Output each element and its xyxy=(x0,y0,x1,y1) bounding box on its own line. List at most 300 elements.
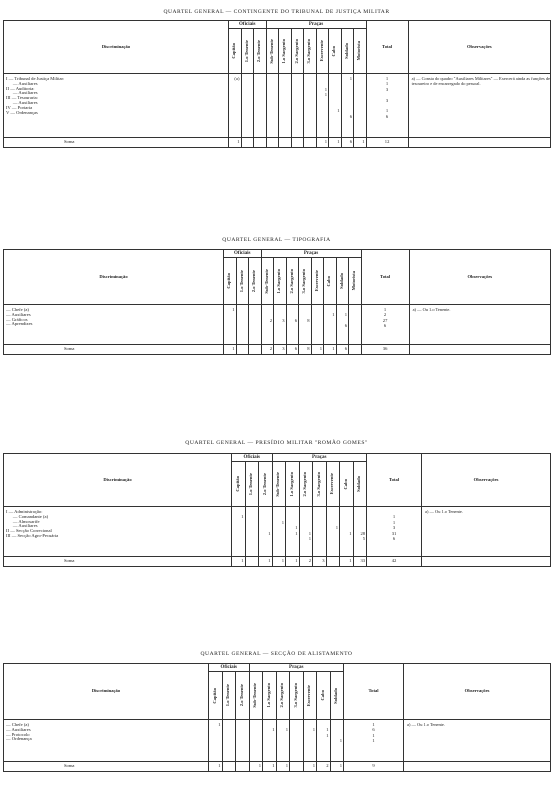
cell-value: 6 xyxy=(294,317,297,323)
soma-cell xyxy=(291,138,304,148)
rank-label: Capitão xyxy=(234,476,240,492)
header-rank xyxy=(313,462,327,507)
soma-cell: 1 xyxy=(276,762,290,772)
header-rank xyxy=(209,672,223,720)
cell-value xyxy=(249,324,260,329)
rank-label: 3.o Sargento xyxy=(292,683,298,708)
cell-value xyxy=(317,739,329,744)
soma-cell xyxy=(236,345,249,355)
soma-text: Soma xyxy=(64,139,75,145)
row-total: 6 xyxy=(372,727,375,733)
row-label: — Auxiliares xyxy=(6,90,38,96)
header-rank xyxy=(249,258,262,305)
rank-column xyxy=(324,305,337,345)
cell-value: 1 xyxy=(326,732,329,738)
row-label: — Gráficos xyxy=(6,316,28,322)
cell-value xyxy=(304,739,316,744)
header-rank xyxy=(354,29,367,74)
rank-column xyxy=(303,720,317,762)
rank-label: Soldado xyxy=(333,687,339,704)
rank-column xyxy=(259,507,273,557)
cell-value xyxy=(340,537,352,542)
header-rank xyxy=(261,258,274,305)
header-rank xyxy=(290,672,304,720)
cell-value: 5 xyxy=(362,535,366,541)
soma-cell: 1 xyxy=(311,345,324,355)
rank-column xyxy=(224,305,237,345)
rank-label: Cabo xyxy=(342,478,348,490)
rank-label: Escrevente xyxy=(329,473,335,495)
rank-label: Sub-Tenente xyxy=(275,471,281,497)
header-total: Total xyxy=(361,250,409,305)
header-observacoes: Observações xyxy=(409,250,551,305)
cell-value xyxy=(267,115,278,120)
cell-value xyxy=(312,324,323,329)
header-rank xyxy=(236,672,250,720)
rank-column xyxy=(299,305,312,345)
rank-column xyxy=(229,74,242,138)
rank-column xyxy=(354,74,367,138)
header-rank xyxy=(311,258,324,305)
section-title: QUARTEL GENERAL — PRESÍDIO MILITAR "ROMÃO GOMES" xyxy=(185,440,368,446)
staff-table xyxy=(3,20,551,148)
rank-column xyxy=(241,74,254,138)
observation-note: a) — Ou 1.o Tenente. xyxy=(422,507,551,557)
rank-label: Capitão xyxy=(231,43,237,59)
row-total: 6 xyxy=(383,323,387,329)
cell-value xyxy=(246,537,258,542)
cell-value xyxy=(237,324,248,329)
soma-cell: 1 xyxy=(286,557,300,567)
rank-column xyxy=(336,305,349,345)
soma-cell: 6 xyxy=(336,345,349,355)
rank-column xyxy=(254,74,267,138)
soma-cell: 2 xyxy=(317,762,331,772)
cell-value: 8 xyxy=(307,317,310,323)
rank-column xyxy=(340,507,354,557)
row-total: 6 xyxy=(385,113,389,119)
rank-column xyxy=(266,74,279,138)
soma-cell xyxy=(236,762,250,772)
soma-cell: 1 xyxy=(263,762,277,772)
cell-value xyxy=(277,739,289,744)
soma-cell xyxy=(304,138,317,148)
row-label: — Protocolo xyxy=(6,731,30,737)
section-title: QUARTEL GENERAL — TIPOGRAFIA xyxy=(222,237,331,243)
rank-column xyxy=(276,720,290,762)
header-discriminacao: Discriminação xyxy=(4,21,229,74)
header-rank xyxy=(316,29,329,74)
rank-label: 2.o Sargento xyxy=(288,268,294,294)
row-total: 1 xyxy=(372,738,375,744)
cell-value xyxy=(254,115,265,120)
soma-text: Soma xyxy=(64,763,75,769)
cell-value: 1 xyxy=(332,312,335,318)
header-rank xyxy=(291,29,304,74)
header-oficiais: Oficiais xyxy=(232,454,273,462)
rank-label: 1.o Sargento xyxy=(288,471,294,497)
cell-value xyxy=(262,324,273,329)
rank-column xyxy=(232,507,246,557)
rank-label: 1.o Sargento xyxy=(276,268,282,294)
rank-column xyxy=(316,74,329,138)
cell-value xyxy=(209,739,221,744)
rank-column xyxy=(286,305,299,345)
rank-column xyxy=(349,305,362,345)
total-column xyxy=(344,720,404,762)
header-rank xyxy=(349,258,362,305)
soma-cell xyxy=(241,138,254,148)
soma-cell: 1 xyxy=(316,138,329,148)
header-rank xyxy=(326,462,340,507)
rank-column xyxy=(299,507,313,557)
header-discriminacao: Discriminação xyxy=(4,454,232,507)
row-label: II — Secção Correcional xyxy=(6,528,52,534)
cell-value xyxy=(263,739,275,744)
row-label: — Auxiliares xyxy=(6,100,38,106)
rank-label: 2.o Sargento xyxy=(279,683,285,708)
header-rank xyxy=(254,29,267,74)
row-labels xyxy=(4,507,232,557)
staff-table xyxy=(3,453,551,567)
rank-label: Escrevente xyxy=(306,684,312,707)
header-rank xyxy=(286,462,300,507)
header-rank xyxy=(317,672,331,720)
soma-label xyxy=(4,762,209,772)
cell-value: 1 xyxy=(232,307,235,312)
cell-value xyxy=(232,537,244,542)
soma-cell: 6 xyxy=(341,138,354,148)
row-label: — Aprendizes xyxy=(6,321,33,327)
rank-label: Soldado xyxy=(356,476,362,492)
soma-text: Soma xyxy=(64,346,75,352)
rank-label: 1.o Tenente xyxy=(238,269,244,293)
soma-cell: 1 xyxy=(259,557,273,567)
rank-label: Cabo xyxy=(331,45,337,57)
header-observacoes: Observações xyxy=(422,454,551,507)
cell-value xyxy=(329,115,340,120)
rank-column xyxy=(353,507,367,557)
header-rank xyxy=(276,672,290,720)
header-rank xyxy=(245,462,259,507)
soma-obs-empty xyxy=(404,762,551,772)
rank-column xyxy=(311,305,324,345)
cell-value: 1 xyxy=(272,727,275,733)
cell-value: 2 xyxy=(269,317,272,323)
cell-value: 1 xyxy=(218,722,221,727)
cell-value xyxy=(349,324,360,329)
soma-label xyxy=(4,345,224,355)
header-rank xyxy=(272,462,286,507)
total-column xyxy=(367,507,422,557)
soma-cell: 1 xyxy=(224,345,237,355)
cell-value: 3 xyxy=(282,317,285,323)
rank-column xyxy=(261,305,274,345)
row-label: — Auxiliares xyxy=(6,523,38,529)
rank-column xyxy=(222,720,236,762)
cell-value: 28 xyxy=(360,530,366,536)
header-total: Total xyxy=(366,21,408,74)
cell-value: 1 xyxy=(344,312,347,318)
header-rank xyxy=(299,258,312,305)
header-rank xyxy=(229,29,242,74)
rank-label: 1.o Tenente xyxy=(248,472,254,496)
total-column xyxy=(361,305,409,345)
row-label: II — Auditoria: xyxy=(6,85,35,91)
soma-obs-empty xyxy=(422,557,551,567)
row-total: 31 xyxy=(391,530,397,536)
header-total: Total xyxy=(367,454,422,507)
header-rank xyxy=(274,258,287,305)
cell-value: 1 xyxy=(295,525,298,531)
row-total: 1 xyxy=(383,307,387,312)
header-rank xyxy=(263,672,277,720)
row-labels xyxy=(4,305,224,345)
soma-cell: 6 xyxy=(286,345,299,355)
row-label: — Chefe (a) xyxy=(6,307,29,312)
soma-cell: 1 xyxy=(249,762,263,772)
cell-value: (a) xyxy=(234,76,240,81)
soma-cell: 1 xyxy=(329,138,342,148)
cell-value: 1 xyxy=(285,727,288,733)
soma-cell: 1 xyxy=(209,762,223,772)
soma-cell xyxy=(254,138,267,148)
rank-label: Capitão xyxy=(226,273,232,289)
cell-value xyxy=(229,115,240,120)
soma-cell xyxy=(290,762,304,772)
header-rank xyxy=(340,462,354,507)
rank-column xyxy=(274,305,287,345)
rank-column xyxy=(263,720,277,762)
cell-value: 1 xyxy=(349,530,352,536)
rank-column xyxy=(209,720,223,762)
row-total: 27 xyxy=(382,317,388,323)
soma-text: Soma xyxy=(64,558,75,564)
row-label: I — Administração: xyxy=(6,509,43,514)
soma-cell: 2 xyxy=(261,345,274,355)
row-labels xyxy=(4,74,229,138)
rank-label: Sub-Tenente xyxy=(263,268,269,294)
cell-value xyxy=(317,115,328,120)
cell-value xyxy=(290,739,302,744)
rank-column xyxy=(236,720,250,762)
row-total: 1 xyxy=(392,519,396,525)
rank-column xyxy=(341,74,354,138)
soma-cell: 1 xyxy=(324,345,337,355)
cell-value xyxy=(324,324,335,329)
rank-label: Soldado xyxy=(343,43,349,59)
rank-label: 2.o Sargento xyxy=(302,471,308,497)
soma-cell: 1 xyxy=(232,557,246,567)
row-total: 2 xyxy=(383,312,387,318)
soma-cell: 1 xyxy=(229,138,242,148)
soma-cell xyxy=(349,345,362,355)
header-rank xyxy=(286,258,299,305)
cell-value xyxy=(236,739,248,744)
soma-total: 42 xyxy=(367,557,422,567)
soma-cell xyxy=(222,762,236,772)
cell-value xyxy=(279,115,290,120)
cell-value xyxy=(224,324,235,329)
cell-value xyxy=(286,537,298,542)
rank-column xyxy=(317,720,331,762)
row-total: 1 xyxy=(372,732,375,738)
row-total: 3 xyxy=(392,525,396,531)
row-total: 3 xyxy=(385,97,389,103)
rank-label: 3.o Sargento xyxy=(301,268,307,294)
observation-note: a) — Ou 1.o Tenente. xyxy=(409,305,551,345)
rank-column xyxy=(329,74,342,138)
rank-label: 1.o Sargento xyxy=(265,683,271,708)
rank-label: Soldado xyxy=(338,273,344,289)
cell-value: 1 xyxy=(295,530,298,536)
header-rank xyxy=(341,29,354,74)
header-rank xyxy=(224,258,237,305)
rank-column xyxy=(245,507,259,557)
soma-obs-empty xyxy=(408,138,551,148)
rank-label: 3.o Sargento xyxy=(315,471,321,497)
soma-cell xyxy=(279,138,292,148)
cell-value: 1 xyxy=(337,108,340,114)
soma-cell: 3 xyxy=(274,345,287,355)
cell-value xyxy=(273,537,285,542)
header-rank xyxy=(336,258,349,305)
header-rank xyxy=(279,29,292,74)
header-pracas: Praças xyxy=(261,250,361,258)
row-label: — Auxiliares xyxy=(6,726,31,732)
rank-column xyxy=(286,507,300,557)
row-label: III — Tesouraria: xyxy=(6,95,38,101)
header-rank xyxy=(329,29,342,74)
rank-label: Capitão xyxy=(211,687,217,704)
soma-cell: 8 xyxy=(299,345,312,355)
cell-value: 1 xyxy=(308,530,311,536)
cell-value xyxy=(299,324,310,329)
header-rank xyxy=(324,258,337,305)
cell-value: 1 xyxy=(339,738,343,744)
row-total: 1 xyxy=(385,76,389,81)
row-total: 1 xyxy=(392,514,396,520)
soma-cell xyxy=(245,557,259,567)
cell-value xyxy=(223,739,235,744)
rank-label: Sub-Tenente xyxy=(268,38,274,64)
cell-value: 1 xyxy=(335,525,338,531)
header-rank xyxy=(299,462,313,507)
row-label: — Comandante (a) xyxy=(6,513,49,519)
row-label: V — Ordenanças xyxy=(6,109,38,115)
rank-label: Cabo xyxy=(326,275,332,287)
row-label: — Almoxarife xyxy=(6,518,40,524)
soma-cell xyxy=(266,138,279,148)
soma-cell: 1 xyxy=(272,557,286,567)
rank-column xyxy=(249,305,262,345)
soma-label xyxy=(4,138,229,148)
cell-value: 1 xyxy=(312,727,315,733)
soma-cell: 1 xyxy=(303,762,317,772)
cell-value xyxy=(304,115,315,120)
soma-cell: 2 xyxy=(299,557,313,567)
soma-cell: 3 xyxy=(313,557,327,567)
rank-column xyxy=(279,74,292,138)
cell-value: 1 xyxy=(324,86,327,92)
rank-label: Motorista xyxy=(356,41,362,61)
rank-column xyxy=(272,507,286,557)
soma-cell: 1 xyxy=(340,557,354,567)
cell-value: 1 xyxy=(324,92,327,98)
row-total: 1 xyxy=(385,108,389,114)
rank-label: 2.o Tenente xyxy=(251,269,257,293)
rank-label: Sub-Tenente xyxy=(252,683,258,708)
header-rank xyxy=(236,258,249,305)
row-total: 1 xyxy=(385,81,389,87)
rank-label: Cabo xyxy=(319,690,325,701)
row-label: I — Tribunal de Justiça Militar: xyxy=(6,76,65,81)
soma-label xyxy=(4,557,232,567)
rank-label: Escrevente xyxy=(318,40,324,62)
staff-table xyxy=(3,663,551,772)
cell-value xyxy=(354,115,365,120)
rank-column xyxy=(249,720,263,762)
header-rank xyxy=(266,29,279,74)
rank-label: 2.o Tenente xyxy=(256,39,262,63)
cell-value xyxy=(250,739,262,744)
header-pracas: Praças xyxy=(266,21,366,29)
observation-note: a) — Consta do quadro "Auxiliares Militares" — Exercerá ainda as funções de tesoureiro e de encarregado do pessoal. xyxy=(408,74,551,138)
row-label: III — Secção Agro-Pecuária xyxy=(6,533,59,539)
rank-label: 2.o Tenente xyxy=(238,684,244,707)
soma-cell xyxy=(326,557,340,567)
cell-value: 6 xyxy=(344,323,347,329)
soma-cell: 33 xyxy=(353,557,367,567)
header-rank xyxy=(241,29,254,74)
cell-value: 6 xyxy=(349,113,352,119)
header-rank xyxy=(304,29,317,74)
rank-label: 1.o Tenente xyxy=(243,39,249,63)
header-rank xyxy=(222,672,236,720)
header-rank xyxy=(249,672,263,720)
row-label: — Auxiliares xyxy=(6,80,38,86)
header-pracas: Praças xyxy=(249,664,344,672)
header-discriminacao: Discriminação xyxy=(4,664,209,720)
row-label: — Chefe (a) xyxy=(6,722,29,727)
cell-value: 1 xyxy=(326,727,329,733)
row-total: 6 xyxy=(392,535,396,541)
observation-note: a) — Ou 1.o Tenente. xyxy=(404,720,551,762)
row-total: 1 xyxy=(372,722,375,727)
row-label: — Ordenança xyxy=(6,736,32,742)
soma-cell: 1 xyxy=(330,762,344,772)
rank-label: 2.o Sargento xyxy=(293,38,299,64)
row-label: IV — Portaria xyxy=(6,104,33,110)
cell-value: 1 xyxy=(349,76,352,81)
header-rank xyxy=(353,462,367,507)
header-discriminacao: Discriminação xyxy=(4,250,224,305)
header-oficiais: Oficiais xyxy=(209,664,250,672)
cell-value: 1 xyxy=(268,530,271,536)
cell-value: 1 xyxy=(281,519,284,525)
cell-value xyxy=(259,537,271,542)
row-labels xyxy=(4,720,209,762)
header-rank xyxy=(259,462,273,507)
rank-label: Escrevente xyxy=(313,270,319,292)
rank-column xyxy=(326,507,340,557)
rank-label: 3.o Sargento xyxy=(306,38,312,64)
cell-value xyxy=(292,115,303,120)
rank-column xyxy=(291,74,304,138)
header-rank xyxy=(232,462,246,507)
rank-column xyxy=(330,720,344,762)
total-column xyxy=(366,74,408,138)
